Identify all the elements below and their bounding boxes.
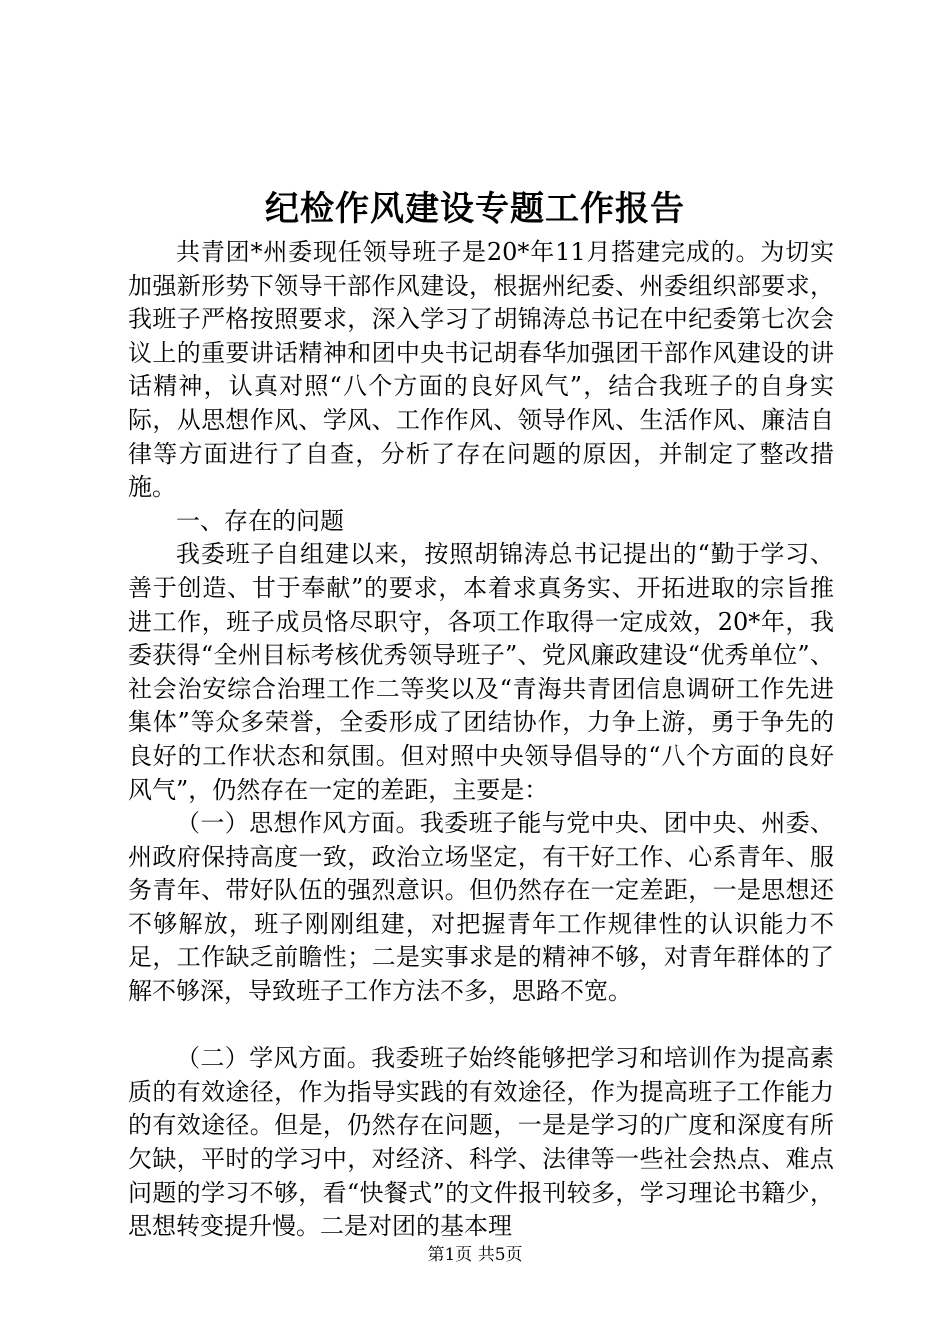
document-body [128, 236, 834, 1244]
section-heading-problems: 一、存在的问题 [176, 506, 344, 535]
paragraph-study-style: （二）学风方面。我委班子始终能够把学习和培训作为提高素质的有效途径，作为指导实践的有效途径，作为提高班子工作能力的有效途径。但是，仍然存在问题，一是是学习的广度和深度有所欠缺，平时的学习中，对经济、科学、法律等一些社会热点、难点问题的学习不够，看“快餐式”的文件报刊较多，学习理论书籍少，思想转变提升慢。二是对团的基本理 [128, 1044, 834, 1241]
paragraph-intro: 共青团*州委现任领导班子是20*年11月搭建完成的。为切实加强新形势下领导干部作风建设，根据州纪委、州委组织部要求，我班子严格按照要求，深入学习了胡锦涛总书记在中纪委第七次会议上的重要讲话精神和团中央书记胡春华加强团干部作风建设的讲话精神，认真对照“八个方面的良好风气”，结合我班子的自身实际，从思想作风、学风、工作作风、领导作风、生活作风、廉洁自律等方面进行了自查，分析了存在问题的原因，并制定了整改措施。 [128, 238, 834, 502]
paragraph-thinking-style: （一）思想作风方面。我委班子能与党中央、团中央、州委、州政府保持高度一致，政治立场坚定，有干好工作、心系青年、服务青年、带好队伍的强烈意识。但仍然存在一定差距，一是思想还不够解放，班子刚刚组建，对把握青年工作规律性的认识能力不足，工作缺乏前瞻性；二是实事求是的精神不够，对青年群体的了解不够深，导致班子工作方法不多，思路不宽。 [128, 809, 834, 1006]
page-footer: 第1页 共5页 [427, 1245, 523, 1265]
paragraph-overview: 我委班子自组建以来，按照胡锦涛总书记提出的“勤于学习、善于创造、甘于奉献”的要求，本着求真务实、开拓进取的宗旨推进工作，班子成员恪尽职守，各项工作取得一定成效，20*年，我委获得“全州目标考核优秀领导班子”、党风廉政建设“优秀单位”、社会治安综合治理工作二等奖以及“青海共青团信息调研工作先进集体”等众多荣誉，全委形成了团结协作，力争上游，勇于争先的良好的工作状态和氛围。但对照中央领导倡导的“八个方面的良好风气”，仍然存在一定的差距，主要是： [128, 540, 834, 804]
document-title: 纪检作风建设专题工作报告 [265, 189, 685, 229]
